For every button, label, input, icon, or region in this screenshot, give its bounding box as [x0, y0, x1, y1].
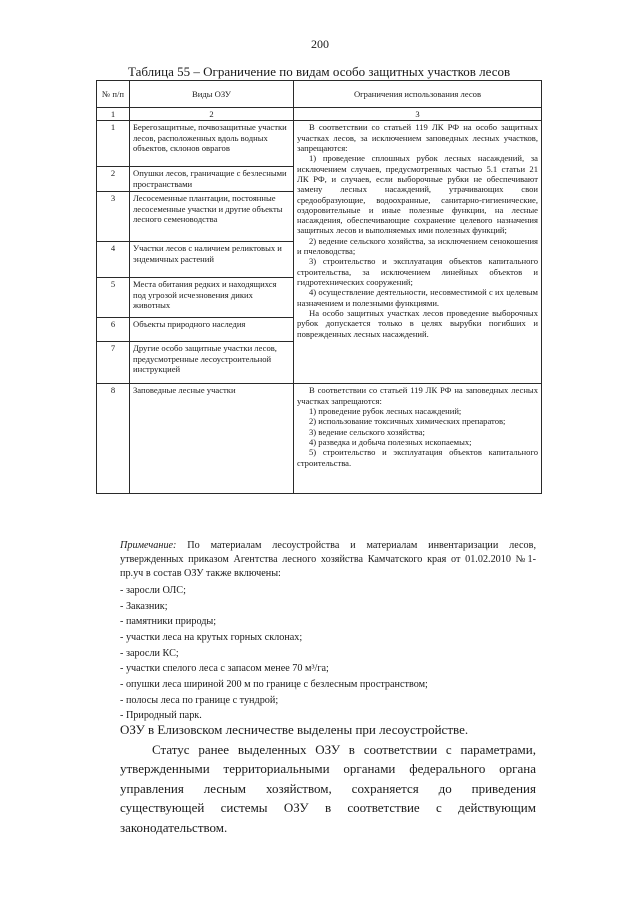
body-text	[120, 720, 536, 837]
column-index-2: 2	[130, 108, 294, 121]
ozu-type: Берегозащитные, почвозащитные участки лесов, расположенных вдоль водных объектов, склонов оврагов	[130, 121, 294, 167]
header-num: № п/п	[97, 81, 130, 108]
restriction-item: 4) разведка и добыча полезных ископаемых;	[309, 436, 472, 447]
restrictions-cell-reserved	[294, 384, 542, 494]
row-number: 2	[97, 167, 130, 192]
note-paragraph	[120, 539, 536, 581]
column-index-row	[97, 108, 542, 121]
list-item: - участки спелого леса с запасом менее 70 м³/га;	[120, 663, 329, 675]
ozu-type: Другие особо защитные участки лесов, предусмотренные лесоустроительной инструкцией	[130, 342, 294, 384]
list-item: - заросли КС;	[120, 647, 179, 659]
restriction-item: 1) проведение рубок лесных насаждений;	[309, 405, 462, 416]
restriction-item: 3) ведение сельского хозяйства;	[309, 426, 425, 437]
restriction-item: 3) строительство и эксплуатация объектов капитального строительства, за исключением линейных объектов и гидротехнических сооружений;	[297, 256, 538, 287]
restriction-item: 5) строительство и эксплуатация объектов капитального строительства.	[297, 447, 538, 468]
restriction-item: 2) ведение сельского хозяйства, за исключением сенокошения и пчеловодства;	[297, 235, 538, 257]
paragraph: Статус ранее выделенных ОЗУ в соответствии с параметрами, утвержденными территориальными органами федерального органа управления лесным хозяйством, сохраняется до приведения существующей системы ОЗУ в соответствие с действующим законодательством.	[120, 741, 536, 835]
list-item: - заросли ОЛС;	[120, 585, 186, 597]
restriction-item: 2) использование токсичных химических препаратов;	[309, 416, 506, 427]
table-row	[97, 384, 542, 494]
row-number: 3	[97, 192, 130, 242]
list-item: - Природный парк.	[120, 710, 202, 722]
ozu-type: Участки лесов с наличием реликтовых и эндемичных растений	[130, 242, 294, 278]
restrictions-cell-general	[294, 121, 542, 384]
column-index-1: 1	[97, 108, 130, 121]
row-number: 4	[97, 242, 130, 278]
row-number: 8	[97, 384, 130, 494]
restriction-item: 1) проведение сплошных рубок лесных насаждений, за исключением случаев, предусмотренных частью 5.1 статьи 21 ЛК РФ, и случаев, если выборочные рубки не обеспечивают замену лесных насаждений, утрачивающих свои средообразующие, водоохранные, санитарно-гигиенические, оздоровительные и иные полезные функции, на лесные насаждения, обеспечивающие сохранение целевого назначения защитных лесов и выполняемых ими полезных функций;	[297, 153, 538, 236]
list-item: - Заказник;	[120, 600, 168, 612]
header-restrictions: Ограничения использования лесов	[294, 81, 542, 108]
table-row	[97, 121, 542, 167]
table-title: Таблица 55 – Ограничение по видам особо защитных участков лесов	[128, 64, 511, 79]
list-item: - участки леса на крутых горных склонах;	[120, 632, 303, 644]
note-block	[120, 539, 536, 724]
restriction-intro: В соответствии со статьей 119 ЛК РФ на особо защитных участках лесов, за исключением заповедных лесных участков, запрещаются:	[297, 122, 538, 153]
column-index-3: 3	[294, 108, 542, 121]
table-header-row	[97, 81, 542, 108]
row-number: 7	[97, 342, 130, 384]
note-text: По материалам лесоустройства и материалам инвентаризации лесов, утвержденных приказом Агентства лесного хозяйства Камчатского края от 01.02.2010 №1-пр.уч в состав ОЗУ также включены:	[120, 540, 536, 580]
page-number: 200	[311, 37, 329, 51]
ozu-restrictions-table	[96, 80, 542, 494]
list-item: - опушки леса шириной 200 м по границе с безлесным пространством;	[120, 678, 428, 690]
ozu-type: Объекты природного наследия	[130, 318, 294, 342]
note-label: Примечание:	[120, 540, 177, 551]
note-list	[120, 583, 536, 723]
ozu-type: Лесосеменные плантации, постоянные лесосеменные участки и другие объекты лесного семеноводства	[130, 192, 294, 242]
list-item: - памятники природы;	[120, 616, 217, 628]
ozu-type: Места обитания редких и находящихся под угрозой исчезновения диких животных	[130, 278, 294, 318]
ozu-type: Заповедные лесные участки	[130, 384, 294, 494]
restriction-item: 4) осуществление деятельности, несовместимой с их целевым назначением и полезными функциями.	[297, 287, 538, 308]
list-item: - полосы леса по границе с тундрой;	[120, 694, 279, 706]
row-number: 6	[97, 318, 130, 342]
restriction-note: На особо защитных участках лесов проведение выборочных рубок допускается только в целях вырубки погибших и поврежденных лесных насаждений.	[297, 307, 538, 339]
row-number: 5	[97, 278, 130, 318]
paragraph: ОЗУ в Елизовском лесничестве выделены при лесоустройстве.	[120, 722, 469, 737]
header-ozu-type: Виды ОЗУ	[130, 81, 294, 108]
restriction-intro: В соответствии со статьей 119 ЛК РФ на заповедных лесных участках запрещаются:	[297, 385, 538, 406]
ozu-type: Опушки лесов, граничащие с безлесными пространствами	[130, 167, 294, 192]
row-number: 1	[97, 121, 130, 167]
